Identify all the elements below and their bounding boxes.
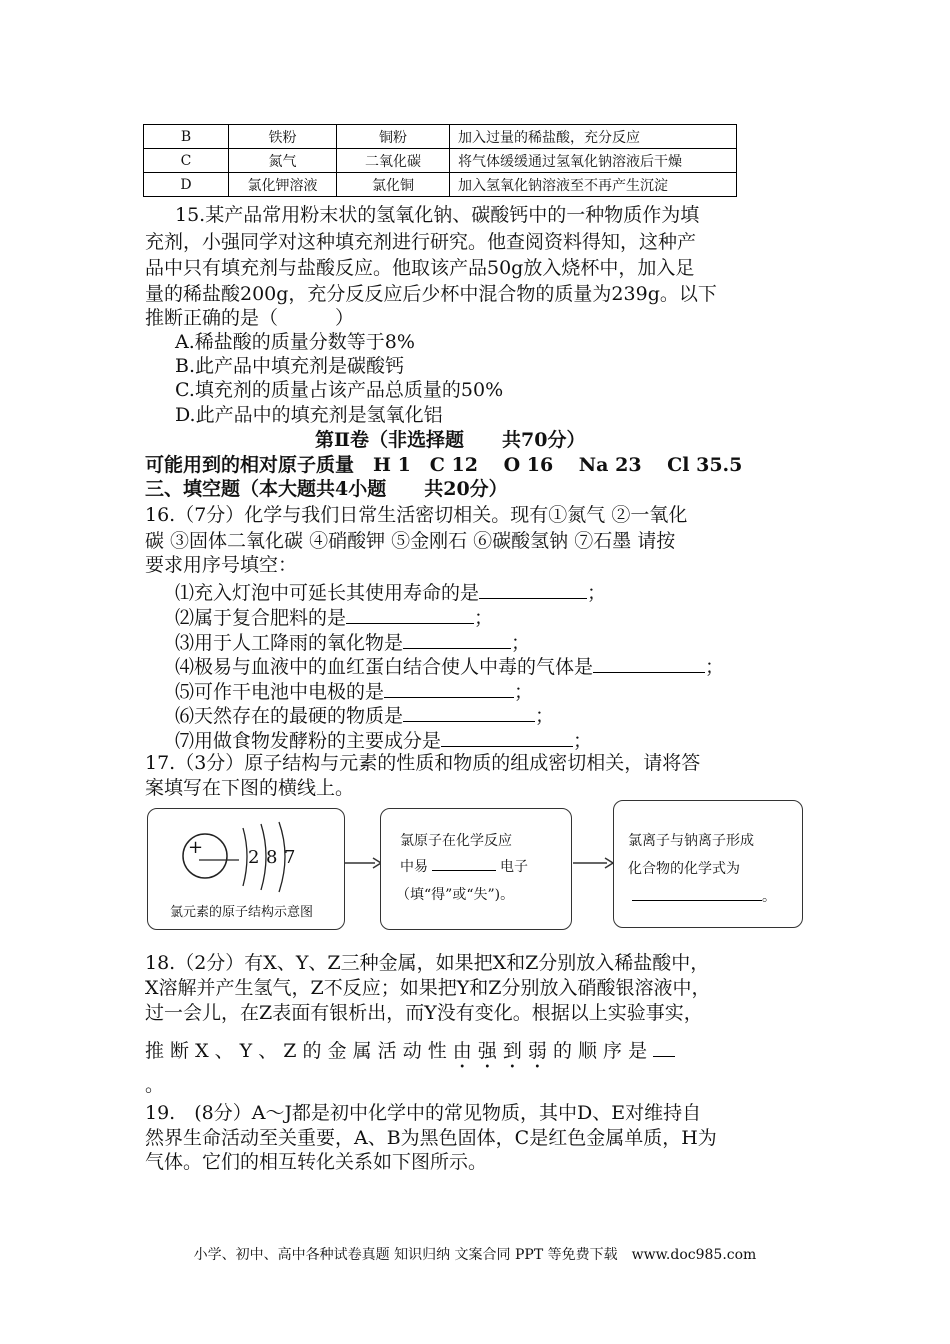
reaction-text-prefix: 中易	[400, 859, 428, 875]
semicolon: ；	[511, 632, 531, 654]
answer-blank[interactable]	[432, 854, 496, 871]
atomic-mass-line: 可能用到的相对原子质量 H 1 C 12 O 16 Na 23 Cl 35.5	[145, 454, 743, 476]
q16-item-text: ⑵属于复合肥料的是	[175, 607, 347, 629]
q16-item	[175, 652, 845, 680]
q15-option-c: C.填充剂的质量占该产品总质量的50%	[175, 379, 504, 401]
table-row	[144, 125, 737, 149]
q16-line: 碳 ③固体二氧化碳 ④硝酸钾 ⑤金刚石 ⑥碳酸氢钠 ⑦石墨 请按	[145, 530, 676, 552]
q15-line: 推断正确的是（ ）	[145, 307, 355, 329]
reaction-text-suffix: 电子	[500, 859, 528, 875]
q16-item-text: ⑴充入灯泡中可延长其使用寿命的是	[175, 582, 480, 604]
q16-item	[175, 603, 845, 631]
semicolon: ；	[573, 730, 593, 752]
arrow-icon	[571, 856, 615, 870]
q15-line: 量的稀盐酸200g，充分反反应后少杯中混合物的质量为239g。以下	[145, 283, 717, 305]
table-cell: 铁粉	[229, 125, 337, 149]
answer-blank[interactable]	[384, 677, 514, 698]
answer-blank[interactable]	[441, 726, 573, 747]
table-cell: 将气体缓缓通过氢氧化钠溶液后干燥	[450, 149, 737, 173]
electron-count-3: 7	[284, 847, 296, 868]
q15-option-d: D.此产品中的填充剂是氢氧化铝	[175, 404, 443, 426]
part-three-heading: 三、填空题（本大题共4小题 共20分）	[145, 478, 508, 500]
q18-line	[145, 1036, 815, 1073]
table-cell: D	[144, 173, 229, 197]
compound-text-2: 化合物的化学式为	[628, 861, 740, 877]
semicolon: ；	[514, 681, 534, 703]
table-cell: B	[144, 125, 229, 149]
reaction-text-2	[400, 854, 528, 880]
q16-item	[175, 701, 845, 729]
semicolon: ；	[587, 582, 607, 604]
q19-line: 19. (8分）A～J都是初中化学中的常见物质，其中D、E对维持自	[145, 1102, 702, 1124]
answer-blank[interactable]	[653, 1036, 675, 1057]
options-table	[143, 124, 737, 197]
q18-emphasis: 由 强 到 弱	[452, 1040, 547, 1062]
electron-count-1: 2	[248, 847, 260, 868]
table-cell: C	[144, 149, 229, 173]
electron-shell-1	[243, 828, 247, 886]
q16-item-text: ⑸可作干电池中电极的是	[175, 681, 385, 703]
q15-option-b: B.此产品中填充剂是碳酸钙	[175, 355, 405, 377]
q15-line: 15.某产品常用粉末状的氢氧化钠、碳酸钙中的一种物质作为填	[175, 204, 700, 226]
q16-item	[175, 578, 845, 606]
section-title: 第Ⅱ卷（非选择题 共70分）	[315, 429, 586, 451]
table-cell: 铜粉	[337, 125, 450, 149]
answer-blank[interactable]	[403, 701, 535, 722]
q17-line: 17.（3分）原子结构与元素的性质和物质的组成密切相关，请将答	[145, 752, 701, 774]
answer-blank[interactable]	[403, 628, 511, 649]
q16-item-text: ⑷极易与血液中的血红蛋白结合使人中毒的气体是	[175, 656, 594, 678]
table-cell: 氯化铜	[337, 173, 450, 197]
compound-text-3	[632, 884, 776, 910]
q18-line: X溶解并产生氢气，Z不反应；如果把Y和Z分别放入硝酸银溶液中，	[145, 977, 711, 999]
q17-line: 案填写在下图的横线上。	[145, 777, 355, 799]
q16-line: 16.（7分）化学与我们日常生活密切相关。现有①氮气 ②一氧化	[145, 504, 688, 526]
table-cell: 加入氢氧化钠溶液至不再产生沉淀	[450, 173, 737, 197]
table-cell: 氮气	[229, 149, 337, 173]
reaction-text-3: （填“得”或“失”)。	[396, 887, 515, 903]
q16-item	[175, 726, 845, 754]
q16-item-text: ⑶用于人工降雨的氧化物是	[175, 632, 404, 654]
page-footer: 小学、初中、高中各种试卷真题 知识归纳 文案合同 PPT 等免费下载 www.doc985.com	[193, 1247, 757, 1263]
semicolon: ；	[705, 656, 725, 678]
table-row	[144, 173, 737, 197]
answer-blank[interactable]	[346, 603, 474, 624]
q18-line: 18.（2分）有X、Y、Z三种金属，如果把X和Z分别放入稀盐酸中，	[145, 952, 710, 974]
nucleus-sign: +	[188, 837, 204, 858]
compound-text-1: 氯离子与钠离子形成	[628, 833, 754, 849]
table-row	[144, 149, 737, 173]
q19-line: 然界生命活动至关重要，A、B为黑色固体，C是红色金属单质，H为	[145, 1127, 717, 1149]
q15-line: 充剂，小强同学对这种填充剂进行研究。他查阅资料得知，这种产	[145, 231, 697, 253]
reaction-text-1: 氯原子在化学反应	[400, 833, 512, 849]
semicolon: ；	[474, 607, 494, 629]
arrow-icon	[343, 856, 383, 870]
table-cell: 二氧化碳	[337, 149, 450, 173]
compound-text-period: 。	[762, 889, 776, 905]
q18-line-end: 。	[145, 1074, 165, 1096]
q16-line: 要求用序号填空：	[145, 554, 298, 576]
diagram-caption: 氯元素的原子结构示意图	[170, 905, 314, 920]
electron-count-2: 8	[266, 847, 278, 868]
table-cell: 加入过量的稀盐酸，充分反应	[450, 125, 737, 149]
q19-line: 气体。它们的相互转化关系如下图所示。	[145, 1151, 488, 1173]
q15-line: 品中只有填充剂与盐酸反应。他取该产品50g放入烧杯中，加入足	[145, 257, 695, 279]
q15-option-a: A.稀盐酸的质量分数等于8%	[175, 331, 415, 353]
q16-item-text: ⑹天然存在的最硬的物质是	[175, 705, 404, 727]
answer-blank[interactable]	[632, 884, 762, 901]
q16-item-text: ⑺用做食物发酵粉的主要成分是	[175, 730, 442, 752]
q18-line: 过一会儿，在Z表面有银析出，而Y没有变化。根据以上实验事实，	[145, 1002, 703, 1024]
q18-text: 的 顺 序 是	[546, 1040, 654, 1062]
table-cell: 氯化钾溶液	[229, 173, 337, 197]
answer-blank[interactable]	[479, 578, 587, 599]
q18-text: 推 断 X 、 Y 、 Z 的 金 属 活 动 性	[145, 1040, 453, 1062]
semicolon: ；	[535, 705, 555, 727]
answer-blank[interactable]	[593, 652, 705, 673]
